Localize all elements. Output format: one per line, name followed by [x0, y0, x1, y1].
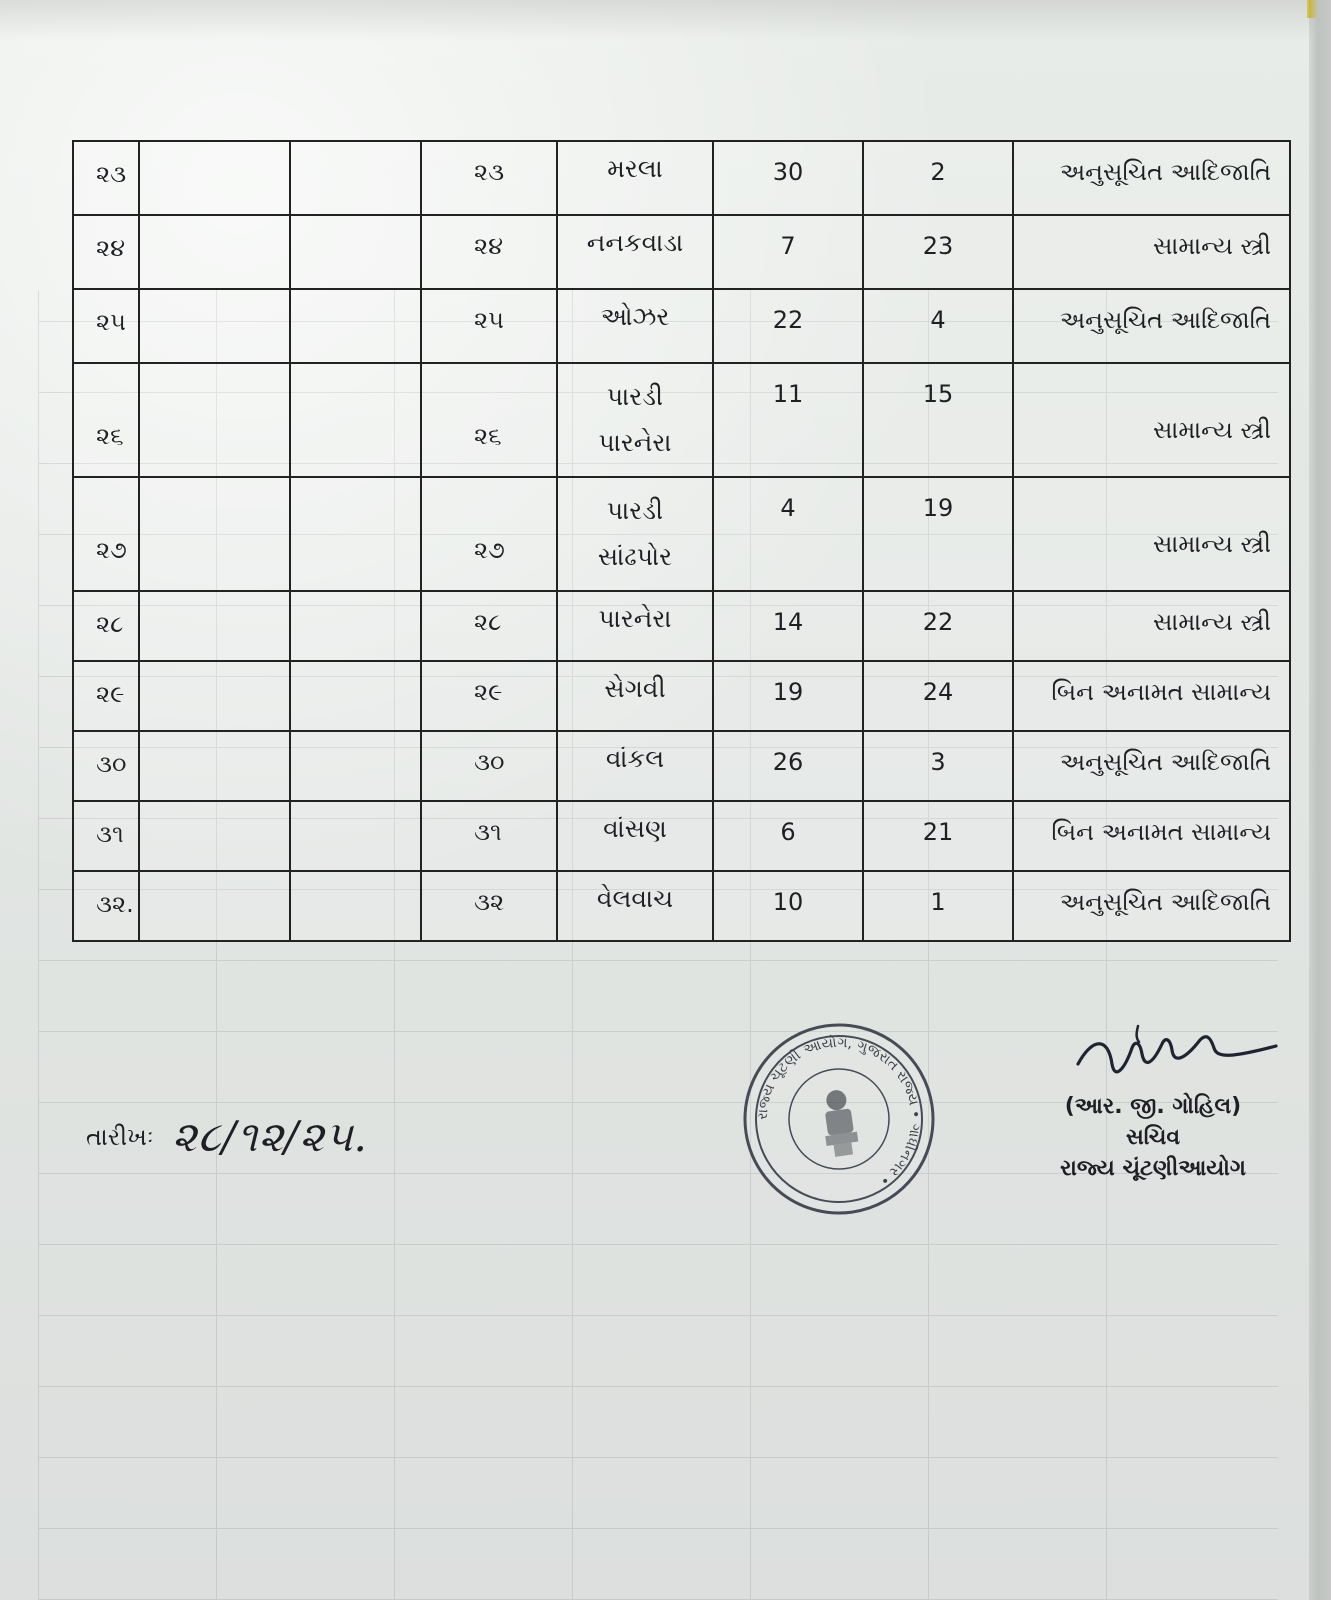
area-name-list: [558, 814, 712, 844]
seat-number: ૨૩: [474, 158, 505, 186]
area-name-list: [558, 302, 712, 332]
category-cell: [1013, 661, 1290, 731]
seat-number-cell: [421, 871, 557, 941]
serial-cell: [73, 591, 139, 661]
blank-cell: [290, 289, 421, 363]
seat-number-cell: [421, 801, 557, 871]
page-right-edge: [1309, 0, 1331, 1600]
area-cell: [557, 801, 713, 871]
category-cell: [1013, 871, 1290, 941]
number-a-cell: [713, 591, 863, 661]
blank-cell: [139, 801, 290, 871]
number-b-cell: [863, 801, 1013, 871]
seat-number-cell: [421, 215, 557, 289]
reservation-category: અનુસૂચિત આદિજાતિ: [1059, 888, 1271, 916]
serial-cell: [73, 477, 139, 591]
seat-number-cell: [421, 731, 557, 801]
number-a: 10: [772, 888, 804, 916]
category-cell: [1013, 363, 1290, 477]
blank-cell: [290, 141, 421, 215]
number-b-cell: [863, 289, 1013, 363]
number-a-cell: [713, 363, 863, 477]
area-name: મરલા: [607, 154, 663, 183]
area-name-list: [558, 674, 712, 704]
seat-number: ૨૬: [474, 422, 502, 450]
table-row: [73, 731, 1290, 801]
number-a: 30: [772, 158, 804, 186]
area-name: સાંઢપોર: [597, 542, 673, 572]
blank-cell: [290, 801, 421, 871]
area-cell: [557, 871, 713, 941]
table-row: [73, 661, 1290, 731]
number-b: 22: [922, 608, 954, 636]
number-b: 24: [922, 678, 954, 706]
area-name: પારનેરા: [598, 604, 672, 633]
table-row: [73, 215, 1290, 289]
seal-ring-text: રાજ્ય ચૂંટણી આયોગ, ગુજરાત રાજ્ય • ગાંધીનગર •: [754, 1034, 924, 1189]
seat-number-cell: [421, 661, 557, 731]
number-a-cell: [713, 215, 863, 289]
seat-number: ૨૪: [474, 232, 503, 260]
number-b: 1: [930, 888, 946, 916]
blank-cell: [290, 661, 421, 731]
seat-number: ૨૭: [474, 536, 505, 564]
area-name: વેલવાચ: [596, 884, 674, 913]
reservation-table-wrap: [72, 140, 1289, 980]
category-cell: [1013, 591, 1290, 661]
number-a-cell: [713, 141, 863, 215]
blank-cell: [139, 363, 290, 477]
category-cell: [1013, 801, 1290, 871]
number-a-cell: [713, 871, 863, 941]
area-name-list: [558, 488, 712, 581]
number-a-cell: [713, 731, 863, 801]
serial-cell: [73, 289, 139, 363]
serial-number: ૨૬: [96, 422, 124, 450]
blank-cell: [290, 215, 421, 289]
blank-cell: [290, 591, 421, 661]
reservation-category: અનુસૂચિત આદિજાતિ: [1059, 748, 1271, 776]
number-b: 19: [922, 494, 954, 522]
reservation-category: સામાન્ય સ્ત્રી: [1153, 232, 1271, 260]
serial-number: ૨૭: [96, 536, 127, 564]
seat-number: ૩૦: [474, 748, 505, 776]
serial-number: ૩૨.: [96, 890, 134, 918]
serial-number: ૨૪: [96, 234, 125, 262]
serial-number: ૨૩: [96, 160, 127, 188]
table-row: [73, 477, 1290, 591]
seat-number: ૩૧: [474, 818, 502, 846]
date-label: તારીખઃ: [86, 1123, 154, 1151]
serial-cell: [73, 731, 139, 801]
date-value: ૨૮/૧૨/૨૫.: [172, 1112, 368, 1161]
blank-cell: [139, 477, 290, 591]
area-cell: [557, 591, 713, 661]
category-cell: [1013, 215, 1290, 289]
blank-cell: [290, 871, 421, 941]
number-b-cell: [863, 731, 1013, 801]
number-b-cell: [863, 871, 1013, 941]
blank-cell: [290, 731, 421, 801]
area-cell: [557, 215, 713, 289]
number-a: 7: [780, 232, 796, 260]
area-cell: [557, 661, 713, 731]
area-name: સેગવી: [604, 674, 666, 703]
area-name: પારડી: [606, 382, 664, 411]
area-cell: [557, 363, 713, 477]
blank-cell: [139, 289, 290, 363]
area-name-list: [558, 154, 712, 184]
area-cell: [557, 289, 713, 363]
area-name: વાંસણ: [603, 814, 667, 843]
serial-number: ૨૯: [96, 680, 125, 708]
number-b-cell: [863, 363, 1013, 477]
seat-number-cell: [421, 141, 557, 215]
serial-number: ૩૦: [96, 750, 127, 778]
serial-number: ૨૫: [96, 308, 126, 336]
seat-number-cell: [421, 591, 557, 661]
date-block: [86, 1112, 396, 1168]
number-a-cell: [713, 801, 863, 871]
serial-cell: [73, 871, 139, 941]
number-b-cell: [863, 477, 1013, 591]
area-name: પારડી: [606, 496, 664, 525]
serial-cell: [73, 215, 139, 289]
area-name-list: [558, 604, 712, 634]
seat-number: ૩૨: [474, 888, 505, 916]
category-cell: [1013, 141, 1290, 215]
number-b-cell: [863, 591, 1013, 661]
serial-cell: [73, 141, 139, 215]
blank-cell: [139, 215, 290, 289]
area-name: નનકવાડા: [586, 228, 684, 257]
number-a: 11: [772, 380, 804, 408]
table-row: [73, 289, 1290, 363]
number-a: 19: [772, 678, 804, 706]
page-top-shadow: [0, 0, 1331, 40]
blank-cell: [139, 591, 290, 661]
serial-number: ૨૮: [96, 610, 124, 638]
number-b: 4: [930, 306, 946, 334]
reservation-category: બિન અનામત સામાન્ય: [1051, 678, 1271, 706]
signatory-block: [1028, 1092, 1278, 1184]
table-row: [73, 801, 1290, 871]
reservation-category: અનુસૂચિત આદિજાતિ: [1059, 158, 1271, 186]
signatory-organization: રાજ્ય ચૂંટણીઆયોગ: [1060, 1155, 1246, 1181]
serial-number: ૩૧: [96, 820, 124, 848]
area-cell: [557, 731, 713, 801]
number-a: 14: [772, 608, 804, 636]
area-name: વાંકલ: [605, 744, 665, 773]
reservation-category: બિન અનામત સામાન્ય: [1051, 818, 1271, 846]
serial-cell: [73, 801, 139, 871]
seal-graphic: [727, 1007, 951, 1231]
table-row: [73, 363, 1290, 477]
signature-icon: [1068, 1020, 1288, 1100]
area-cell: [557, 477, 713, 591]
number-b-cell: [863, 661, 1013, 731]
number-b: 3: [930, 748, 946, 776]
area-name: ઓઝર: [600, 302, 670, 331]
area-cell: [557, 141, 713, 215]
blank-cell: [139, 871, 290, 941]
number-a-cell: [713, 289, 863, 363]
area-name-list: [558, 884, 712, 914]
blank-cell: [290, 477, 421, 591]
reservation-category: સામાન્ય સ્ત્રી: [1153, 608, 1271, 636]
number-a: 26: [772, 748, 804, 776]
official-seal: [727, 1007, 951, 1231]
serial-cell: [73, 363, 139, 477]
number-b: 21: [922, 818, 954, 846]
blank-cell: [139, 141, 290, 215]
reservation-category: અનુસૂચિત આદિજાતિ: [1059, 306, 1271, 334]
blank-cell: [139, 661, 290, 731]
number-b: 15: [922, 380, 954, 408]
table-row: [73, 591, 1290, 661]
seat-number: ૨૫: [474, 306, 504, 334]
number-b: 23: [922, 232, 954, 260]
number-b: 2: [930, 158, 946, 186]
serial-cell: [73, 661, 139, 731]
number-a: 4: [780, 494, 796, 522]
blank-cell: [290, 363, 421, 477]
table-body: [73, 141, 1290, 941]
seat-number-cell: [421, 363, 557, 477]
signatory-name: (આર. જી. ગોહિલ): [1064, 1094, 1242, 1119]
number-b-cell: [863, 141, 1013, 215]
area-name-list: [558, 228, 712, 258]
seat-number-cell: [421, 477, 557, 591]
reservation-table: [72, 140, 1291, 942]
area-name-list: [558, 744, 712, 774]
table-row: [73, 871, 1290, 941]
seat-number-cell: [421, 289, 557, 363]
number-a: 22: [772, 306, 804, 334]
signatory-title: સચિવ: [1125, 1124, 1181, 1150]
reservation-category: સામાન્ય સ્ત્રી: [1153, 416, 1271, 444]
reservation-category: સામાન્ય સ્ત્રી: [1153, 530, 1271, 558]
category-cell: [1013, 289, 1290, 363]
area-name: પારનેરા: [598, 428, 672, 458]
blank-cell: [139, 731, 290, 801]
number-b-cell: [863, 215, 1013, 289]
number-a-cell: [713, 477, 863, 591]
category-cell: [1013, 477, 1290, 591]
category-cell: [1013, 731, 1290, 801]
seat-number: ૨૯: [474, 678, 503, 706]
number-a: 6: [780, 818, 796, 846]
area-name-list: [558, 374, 712, 467]
number-a-cell: [713, 661, 863, 731]
table-row: [73, 141, 1290, 215]
seat-number: ૨૮: [474, 608, 502, 636]
